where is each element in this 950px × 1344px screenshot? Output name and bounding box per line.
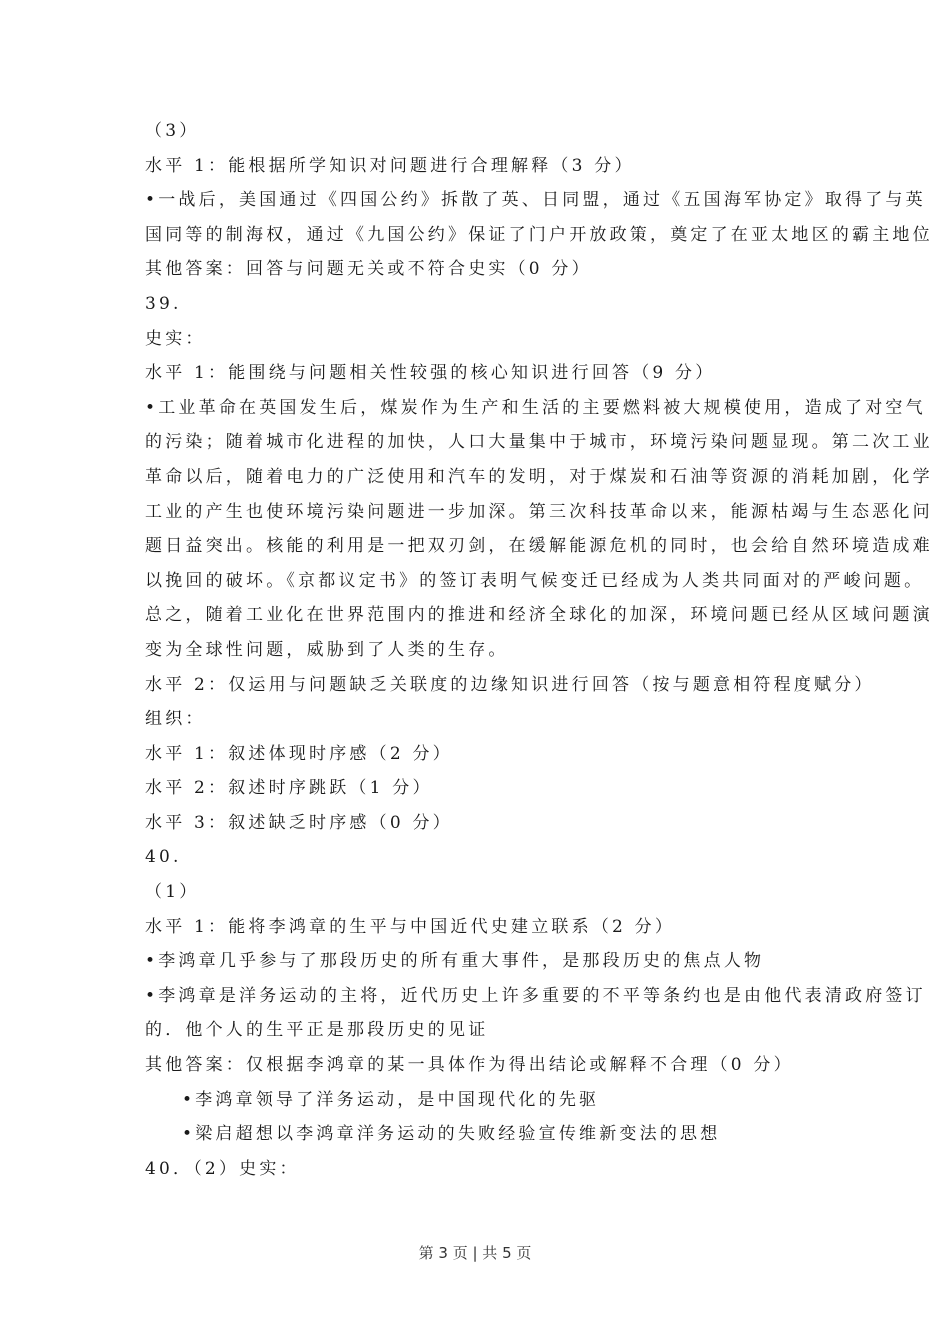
answer-text: 工业的产生也使环境污染问题进一步加深。第三次科技革命以来，能源枯竭与生态恶化问 [145,501,933,522]
answer-text: 总之，随着工业化在世界范围内的推进和经济全球化的加深，环境问题已经从区域问题演 [145,605,933,626]
answer-bullet: •李鸿章几乎参与了那段历史的所有重大事件，是那段历史的焦点人物 [145,951,765,972]
answer-text: 革命以后，随着电力的广泛使用和汽车的发明，对于煤炭和石油等资源的消耗加剧，化学 [145,466,933,487]
answer-text: 变为全球性问题，威胁到了人类的生存。 [145,639,509,660]
answer-bullet: •李鸿章是洋务运动的主将，近代历史上许多重要的不平等条约也是由他代表清政府签订 [145,985,926,1006]
answer-text: 题日益突出。核能的利用是一把双刃剑，在缓解能源危机的同时，也会给自然环境造成难 [145,536,933,557]
rubric-level: 水平 3：叙述缺乏时序感（0 分） [145,812,453,833]
answer-text: 以挽回的破坏。《京都议定书》的签订表明气候变迁已经成为人类共同面对的严峻问题。 [145,570,925,591]
section-label: 史实： [145,328,206,349]
answer-text: 的．他个人的生平正是那段历史的见证 [145,1020,489,1041]
question-number: 40. [145,847,182,868]
page-footer [0,1242,950,1263]
other-answer: 其他答案：仅根据李鸿章的某一具体作为得出结论或解释不合理（0 分） [145,1055,794,1076]
section-label: （3） [145,121,200,141]
answer-bullet: •一战后，美国通过《四国公约》拆散了英、日同盟，通过《五国海军协定》取得了与英 [145,190,926,211]
section-label: （1） [145,882,200,903]
other-answer: 其他答案：回答与问题无关或不符合史实（0 分） [145,259,592,280]
answer-bullet: •工业革命在英国发生后，煤炭作为生产和生活的主要燃料被大规模使用，造成了对空气 [145,397,926,418]
answer-text: 国同等的制海权，通过《九国公约》保证了门户开放政策，奠定了在亚太地区的霸主地位 [145,224,933,245]
question-number: 40．（2）史实： [145,1158,300,1179]
rubric-level: 水平 1：能根据所学知识对问题进行合理解释（3 分） [145,155,635,176]
example-bullet: •李鸿章领导了洋务运动，是中国现代化的先驱 [182,1089,600,1110]
rubric-level: 水平 2：仅运用与问题缺乏关联度的边缘知识进行回答（按与题意相符程度赋分） [145,674,875,695]
document-page [145,114,933,1186]
rubric-level: 水平 1：能围绕与问题相关性较强的核心知识进行回答（9 分） [145,363,716,384]
question-number: 39. [145,293,182,314]
section-label: 组织： [145,709,206,730]
rubric-level: 水平 2：叙述时序跳跃（1 分） [145,778,433,799]
rubric-level: 水平 1：叙述体现时序感（2 分） [145,743,453,764]
example-bullet: •梁启超想以李鸿章洋务运动的失败经验宣传维新变法的思想 [182,1124,721,1145]
answer-text: 的污染；随着城市化进程的加快，人口大量集中于城市，环境污染问题显现。第二次工业 [145,432,933,453]
page-number: 第 3 页 | 共 5 页 [418,1244,532,1262]
rubric-level: 水平 1：能将李鸿章的生平与中国近代史建立联系（2 分） [145,916,676,937]
